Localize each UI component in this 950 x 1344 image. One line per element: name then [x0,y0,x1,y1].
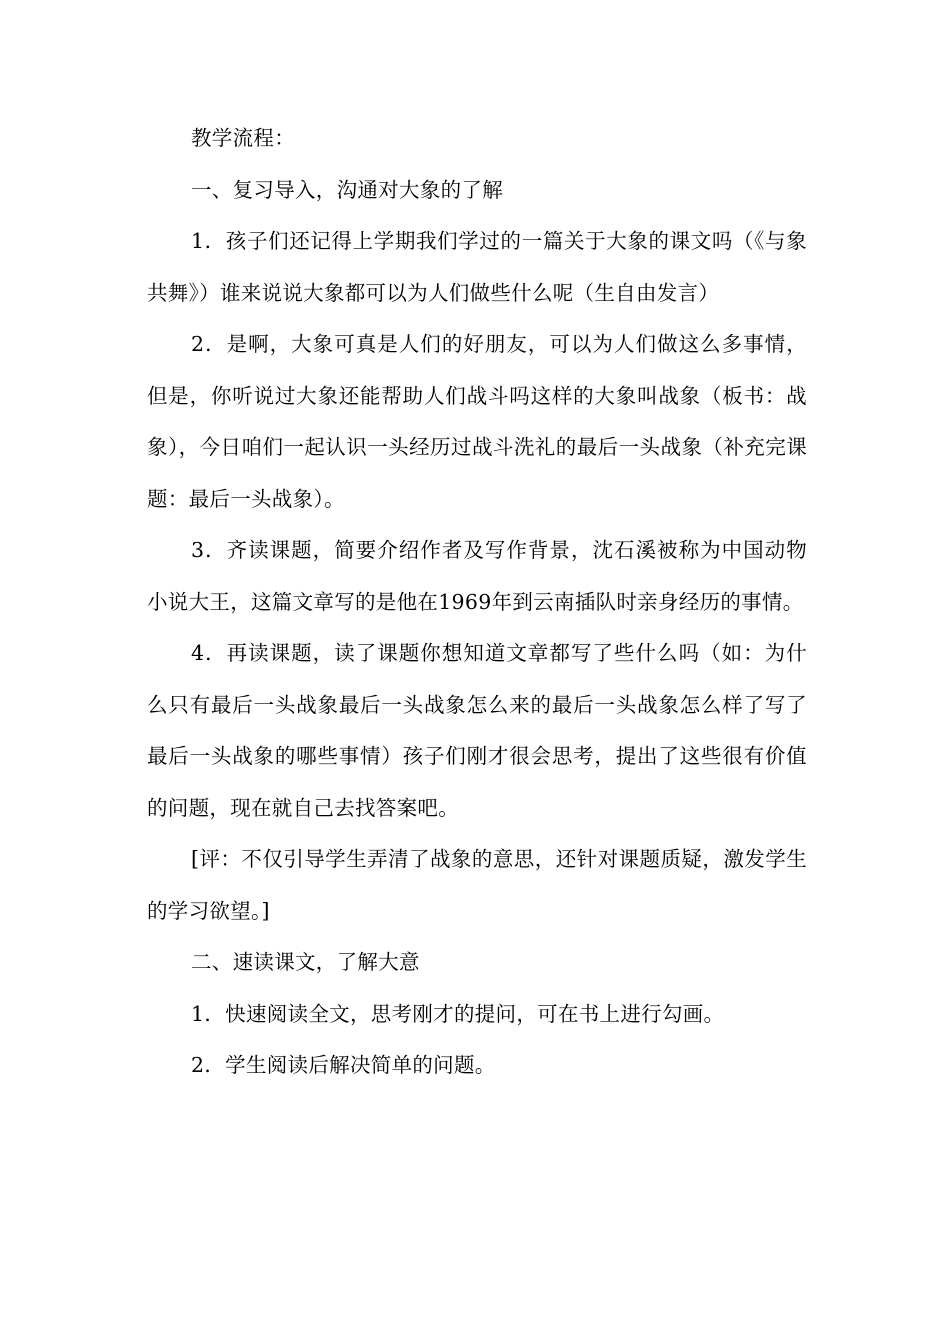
paragraph-step-2: 2．学生阅读后解决简单的问题。 [191,1053,496,1077]
paragraph-item-4: 4．再读课题，读了课题你想知道文章都写了些什么吗（如：为什么只有最后一头战象最后一头战象怎么来的最后一头战象怎么样了写了最后一头战象的哪些事情）孩子们刚才很会思考，提出了这些很有价值的问题，现在就自己去找答案吧。 [147,641,807,820]
document-page [147,113,807,1092]
paragraph-item-2: 2．是啊，大象可真是人们的好朋友，可以为人们做这么多事情，但是，你听说过大象还能帮助人们战斗吗这样的大象叫战象（板书：战象），今日咱们一起认识一头经历过战斗洗礼的最后一头战象（补充完课题：最后一头战象）。 [147,332,807,511]
comment-paragraph: [评：不仅引导学生弄清了战象的意思，还针对课题质疑，激发学生的学习欲望。] [147,847,807,923]
paragraph-step-1: 1．快速阅读全文，思考刚才的提问，可在书上进行勾画。 [191,1001,725,1026]
heading-teaching-process: 教学流程： [191,126,295,150]
paragraph-item-1: 1．孩子们还记得上学期我们学过的一篇关于大象的课文吗（《与象共舞》）谁来说说大象都可以为人们做些什么呢（生自由发言） [147,229,807,305]
section-heading-speed-reading: 二、速读课文，了解大意 [191,950,420,974]
paragraph-item-3: 3．齐读课题，简要介绍作者及写作背景，沈石溪被称为中国动物小说大王，这篇文章写的是他在1969年到云南插队时亲身经历的事情。 [147,538,807,614]
section-heading-review: 一、复习导入，沟通对大象的了解 [191,177,503,202]
